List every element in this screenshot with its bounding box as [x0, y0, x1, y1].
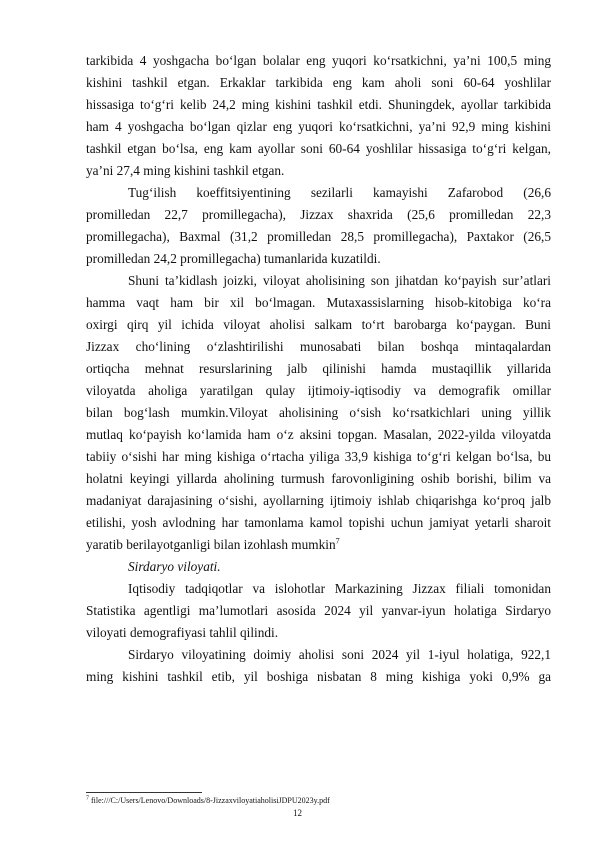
paragraph-line: ortiqcha mehnat resurslarining jalb qilinishi hamda mustaqillik yillarida — [86, 361, 551, 376]
paragraph-line: tashkil etgan bo‘lsa, eng kam ayollar soni 60-64 yoshlilar hissasiga to‘g‘ri kelgan, — [86, 141, 551, 156]
footnote — [86, 796, 330, 806]
paragraph-line: hamma vaqt ham bir xil bo‘lmagan. Mutaxassislarning hisob-kitobiga ko‘ra — [86, 295, 551, 310]
paragraph-line: Statistika agentligi ma’lumotlari asosida 2024 yil yanvar-iyun holatiga Sirdaryo — [86, 603, 551, 618]
paragraph-line: ham 4 yoshgacha bo‘lgan qizlar eng yuqori ko‘rsatkichni, ya’ni 92,9 ming kishini — [86, 119, 551, 134]
paragraph-line: kishini tashkil etgan. Erkaklar tarkibida eng kam aholi soni 60-64 yoshlilar — [86, 75, 551, 90]
paragraph-line: holatni keyingi yillarda aholining turmush farovonligining oshib borishi, bilim va — [86, 471, 551, 486]
paragraph-line: promillegacha), Baxmal (31,2 promilledan 28,5 promillegacha), Paxtakor (26,5 — [86, 229, 551, 244]
paragraph-line: oxirgi qirq yil ichida viloyat aholisi salkam to‘rt barobarga ko‘paygan. Buni — [86, 317, 551, 332]
page-number: 12 — [293, 808, 302, 818]
paragraph-line: madaniyat darajasining o‘sishi, ayollarning ijtimoiy ishlab chiqarishga ko‘proq jalb — [86, 493, 551, 508]
paragraph-line: viloyatda aholiga yaratilgan qulay ijtimoiy-iqtisodiy va demografik omillar — [86, 383, 551, 398]
paragraph-line: tabiiy o‘sishi har ming kishiga o‘rtacha yiliga 33,9 kishiga to‘g‘ri kelgan bo‘lsa, bu — [86, 449, 551, 464]
paragraph-line: promilledan 22,7 promillegacha), Jizzax shaxrida (25,6 promilledan 22,3 — [86, 207, 551, 222]
paragraph-line: hissasiga to‘g‘ri kelib 24,2 ming kishini tashkil etdi. Shuningdek, ayollar tarkibida — [86, 97, 551, 112]
paragraph-line: ming kishini tashkil etib, yil boshiga nisbatan 8 ming kishiga yoki 0,9% ga — [86, 669, 551, 684]
paragraph-line — [86, 534, 551, 556]
paragraph-line: Iqtisodiy tadqiqotlar va islohotlar Markazining Jizzax filiali tomonidan — [128, 581, 551, 596]
paragraph-line: bilan bog‘lash mumkin.Viloyat aholisining o‘sish ko‘rsatkichlari uning yillik — [86, 405, 551, 420]
footnote-mark: 7 — [86, 795, 89, 802]
paragraph-line: viloyati demografiyasi tahlil qilindi. — [86, 625, 279, 640]
paragraph-text: yaratib berilayotganligi bilan izohlash mumkin — [86, 537, 336, 552]
paragraph-line: ya’ni 27,4 ming kishini tashkil etgan. — [86, 163, 285, 178]
paragraph-line: promilledan 24,2 promillegacha) tumanlarida kuzatildi. — [86, 251, 381, 266]
section-heading: Sirdaryo viloyati. — [128, 559, 221, 574]
paragraph-line: etilishi, yosh avlodning har tamonlama kamol topishi uchun jamiyat yetarli sharoit — [86, 515, 551, 530]
footnote-divider — [86, 792, 202, 793]
paragraph-line: Shuni ta’kidlash joizki, viloyat aholisining son jihatdan ko‘payish sur’atlari — [128, 273, 551, 288]
paragraph-line: mutlaq ko‘payish ko‘lamida ham o‘z aksini topgan. Masalan, 2022-yilda viloyatda — [86, 427, 551, 442]
paragraph-line: Tug‘ilish koeffitsiyentining sezilarli kamayishi Zafarobod (26,6 — [128, 185, 551, 200]
footnote-text: file:///C:/Users/Lenovo/Downloads/8-JizzaxviloyatiaholisiJDPU2023y.pdf — [89, 796, 330, 805]
paragraph-line: tarkibida 4 yoshgacha bo‘lgan bolalar eng yuqori ko‘rsatkichni, ya’ni 100,5 ming — [86, 53, 551, 68]
paragraph-line: Jizzax cho‘lining o‘zlashtirilishi munosabati bilan boshqa mintaqalardan — [86, 339, 551, 354]
paragraph-line: Sirdaryo viloyatining doimiy aholisi soni 2024 yil 1-iyul holatiga, 922,1 — [128, 647, 551, 662]
footnote-reference[interactable]: 7 — [335, 536, 340, 546]
